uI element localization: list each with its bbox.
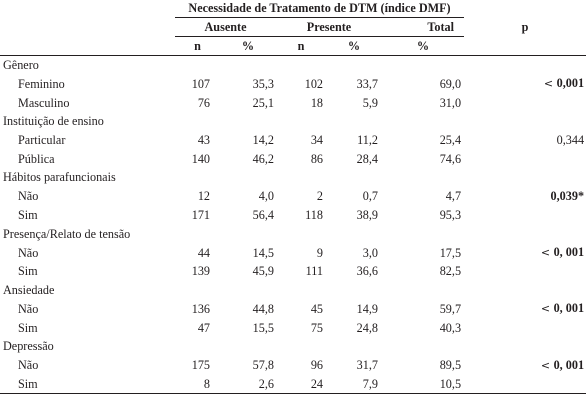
cell-pct-total: 59,7 [439,301,462,316]
cell-n-presente: 24 [276,375,326,394]
header-empty-cell [0,37,175,56]
cell-pct-ausente: 2,6 [220,375,276,394]
cell-pct-total: 95,3 [439,208,462,223]
cell-pct-total: 10,5 [382,375,464,394]
cell-pct-total: 25,4 [439,133,462,148]
cell-pct-total: 31,0 [439,95,462,110]
section-label: Hábitos parafuncionais [3,170,116,185]
cell-pct-total: 17,5 [439,245,462,260]
cell-p-value [464,299,586,318]
table-row [0,299,586,318]
table-row [0,262,586,280]
table-row [0,131,586,150]
cell-pct-ausente: 57,8 [252,358,274,372]
table-row [0,150,586,168]
section-label: Presença/Relato de tensão [3,226,131,241]
cell-pct-presente: 3,0 [362,245,378,260]
section-row [0,168,586,186]
col-pct-ausente: % [220,37,276,56]
cell-p-value [464,356,586,375]
cell-pct-ausente: 45,9 [252,264,274,279]
cell-n-presente: 111 [305,264,323,279]
cell-pct-ausente: 56,4 [252,208,274,223]
cell-pct-total: 74,6 [439,152,462,167]
less-than-sign: < [540,246,554,260]
cell-n-presente: 34 [310,133,323,148]
p-header: p [464,0,586,56]
less-than-sign: < [540,302,554,316]
cell-pct-ausente: 14,5 [252,245,274,260]
cell-n-ausente: 175 [191,358,210,372]
section-label: Gênero [3,58,39,72]
cell-n-ausente: 47 [197,320,210,335]
section-row [0,56,586,75]
col-pct-total: % [382,37,464,56]
section-label: Instituição de ensino [3,114,104,129]
cell-pct-presente: 5,9 [362,95,378,110]
cell-n-presente: 75 [310,320,323,335]
less-than-sign: < [540,358,554,372]
cell-pct-ausente: 25,1 [252,95,274,110]
section-row [0,281,586,299]
cell-n-presente: 18 [310,95,323,110]
cell-n-ausente: 107 [191,76,210,91]
table-row [0,74,586,93]
cell-n-presente: 102 [304,76,323,91]
row-label: Não [18,301,39,316]
cell-p-value [464,206,586,224]
cell-pct-presente: 38,9 [356,208,378,223]
cell-p-value [464,131,586,150]
row-label: Particular [18,133,66,148]
cell-p-value [464,187,586,206]
table-row [0,187,586,206]
section-row [0,112,586,130]
cell-pct-presente: 36,6 [356,264,378,279]
cell-pct-presente: 14,9 [356,301,378,316]
cell-p-value [464,375,586,394]
header-empty-cell [0,18,175,37]
p-value-text: 0, 001 [553,357,585,372]
table-row [0,319,586,337]
cell-n-ausente: 8 [175,375,220,394]
total-header: Total [382,18,464,37]
table-header [0,0,586,56]
row-label: Sim [18,264,38,279]
row-label: Sim [18,208,38,223]
row-label: Não [18,358,39,372]
cell-n-ausente: 136 [191,301,210,316]
table-row [0,375,586,394]
cell-pct-ausente: 14,2 [252,133,274,148]
cell-pct-ausente: 35,3 [252,76,274,91]
cell-p-value [464,262,586,280]
cell-p-value [464,74,586,93]
table-row [0,243,586,262]
table-row [0,206,586,224]
row-label: Pública [18,152,55,167]
col-n-ausente: n [175,37,220,56]
p-value-text: 0,344 [556,132,585,147]
col-n-presente: n [276,37,326,56]
cell-n-ausente: 171 [191,208,210,223]
cell-pct-presente: 7,9 [326,375,382,394]
cell-p-value [464,150,586,168]
cell-n-ausente: 12 [197,189,210,204]
cell-n-ausente: 44 [197,245,210,260]
cell-pct-ausente: 15,5 [252,320,274,335]
group-title: Necessidade de Tratamento de DTM (índice DMF) [175,0,464,18]
cell-n-presente: 96 [310,358,323,372]
section-label: Depressão [3,339,54,354]
cell-p-value [464,319,586,337]
cell-n-ausente: 76 [197,95,210,110]
row-label: Sim [0,375,175,394]
p-value-text: 0,001 [556,76,585,91]
cell-pct-presente: 24,8 [356,320,378,335]
cell-n-presente: 9 [316,245,323,260]
section-row [0,225,586,243]
row-label: Masculino [18,95,70,110]
p-value-text: 0,039* [550,188,585,203]
col-pct-presente: % [326,37,382,56]
cell-pct-presente: 28,4 [356,152,378,167]
cell-pct-total: 89,5 [439,358,462,372]
cell-n-presente: 118 [305,208,323,223]
cell-pct-total: 69,0 [439,76,462,91]
cell-p-value [464,243,586,262]
table-body [0,56,586,394]
cell-n-presente: 86 [310,152,323,167]
less-than-sign: < [543,77,557,91]
cell-pct-presente: 11,2 [357,133,378,148]
cell-n-ausente: 43 [197,133,210,148]
ausente-header: Ausente [175,18,276,37]
p-value-text: 0, 001 [553,301,585,316]
cell-pct-total: 4,7 [445,189,462,204]
row-label: Não [18,189,39,204]
table-row [0,94,586,112]
section-label: Ansiedade [3,282,55,297]
cell-n-presente: 45 [310,301,323,316]
cell-n-ausente: 140 [191,152,210,167]
cell-n-ausente: 139 [191,264,210,279]
row-label: Feminino [18,76,65,91]
cell-pct-total: 40,3 [439,320,462,335]
row-label: Não [18,245,39,260]
presente-header: Presente [276,18,382,37]
cell-pct-presente: 33,7 [356,76,378,91]
cell-pct-ausente: 44,8 [252,301,274,316]
p-value-text: 0, 001 [553,245,585,260]
cell-pct-presente: 31,7 [356,358,378,372]
cell-pct-total: 82,5 [439,264,462,279]
row-label: Sim [18,320,38,335]
cell-n-presente: 2 [316,189,323,204]
cell-pct-presente: 0,7 [362,189,378,204]
cell-p-value [464,94,586,112]
cell-pct-ausente: 4,0 [258,189,274,204]
header-empty-cell [0,0,175,18]
section-row [0,337,586,355]
table-row [0,356,586,375]
cell-pct-ausente: 46,2 [252,152,274,167]
